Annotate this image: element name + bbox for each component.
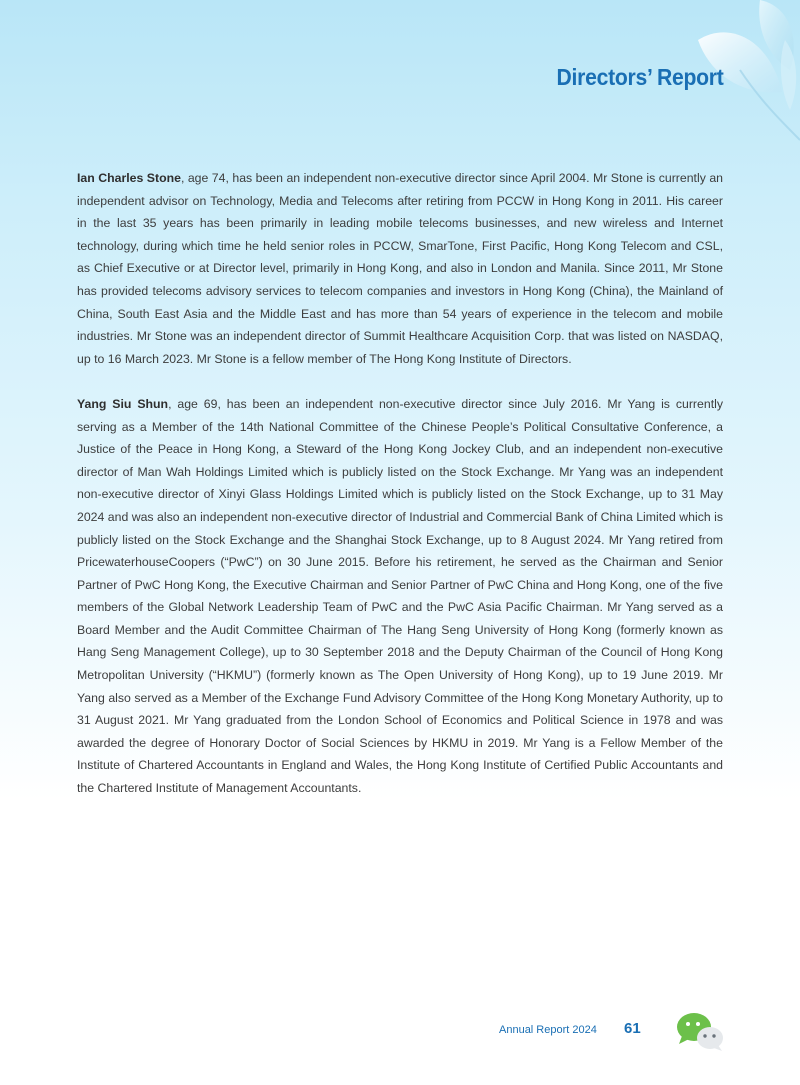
director-bio-text: , age 74, has been an independent non-executive director since April 2004. Mr Stone is currently an independent advisor on Technology, Media and Telecoms after retiring from PCCW in Hong Kong in 2011. His career in the last 35 years has been primarily in leading mobile telecoms businesses, and new wireless and Internet technology, during which time he held senior roles in PCCW, SmarTone, First Pacific, Hong Kong Telecom and CSL, as Chief Executive or at Director level, primarily in Hong Kong, and also in London and Manila. Since 2011, Mr Stone has provided telecoms advisory services to telecom companies and investors in Hong Kong (China), the Mainland of China, South East Asia and the Middle East and has more than 54 years of experience in the telecom and mobile industries. Mr Stone was an independent director of Summit Healthcare Acquisition Corp. that was listed on NASDAQ, up to 16 March 2023. Mr Stone is a fellow member of The Hong Kong Institute of Directors. (77, 171, 723, 366)
document-body (77, 167, 723, 822)
director-bio-paragraph (77, 167, 723, 370)
page-number: 61 (624, 1020, 641, 1037)
chat-bubbles-icon (674, 1010, 726, 1052)
director-bio-paragraph (77, 393, 723, 800)
footer-report-label: Annual Report 2024 (499, 1024, 597, 1036)
director-name: Yang Siu Shun (77, 396, 169, 411)
page-title: Directors’ Report (557, 64, 724, 90)
director-bio-text: , age 69, has been an independent non-executive director since July 2016. Mr Yang is currently serving as a Member of the 14th National Committee of the Chinese People’s Political Consultative Conference, a Justice of the Peace in Hong Kong, a Steward of the Hong Kong Jockey Club, and an independent non-executive director of Man Wah Holdings Limited which is publicly listed on the Stock Exchange. Mr Yang was an independent non-executive director of Xinyi Glass Holdings Limited which is publicly listed on the Stock Exchange, up to 31 May 2024 and was also an independent non-executive director of Industrial and Commercial Bank of China Limited which is publicly listed on the Stock Exchange and the Shanghai Stock Exchange, up to 8 August 2024. Mr Yang retired from PricewaterhouseCoopers (“PwC”) on 30 June 2015. Before his retirement, he served as the Chairman and Senior Partner of PwC Hong Kong, the Executive Chairman and Senior Partner of PwC China and Hong Kong, one of the five members of the Global Network Leadership Team of PwC and the PwC Asia Pacific Chairman. Mr Yang served as a Board Member and the Audit Committee Chairman of The Hang Seng University of Hong Kong (formerly known as Hang Seng Management College), up to 30 September 2018 and the Deputy Chairman of the Council of Hong Kong Metropolitan University (“HKMU”) (formerly known as The Open University of Hong Kong), up to 19 June 2019. Mr Yang also served as a Member of the Exchange Fund Advisory Committee of the Hong Kong Monetary Authority, up to 31 August 2021. Mr Yang graduated from the London School of Economics and Political Science in 1978 and was awarded the degree of Honorary Doctor of Social Sciences by HKMU in 2019. Mr Yang is a Fellow Member of the Institute of Chartered Accountants in England and Wales, the Hong Kong Institute of Certified Public Accountants and the Chartered Institute of Management Accountants. (77, 396, 724, 796)
director-name: Ian Charles Stone (77, 171, 181, 185)
